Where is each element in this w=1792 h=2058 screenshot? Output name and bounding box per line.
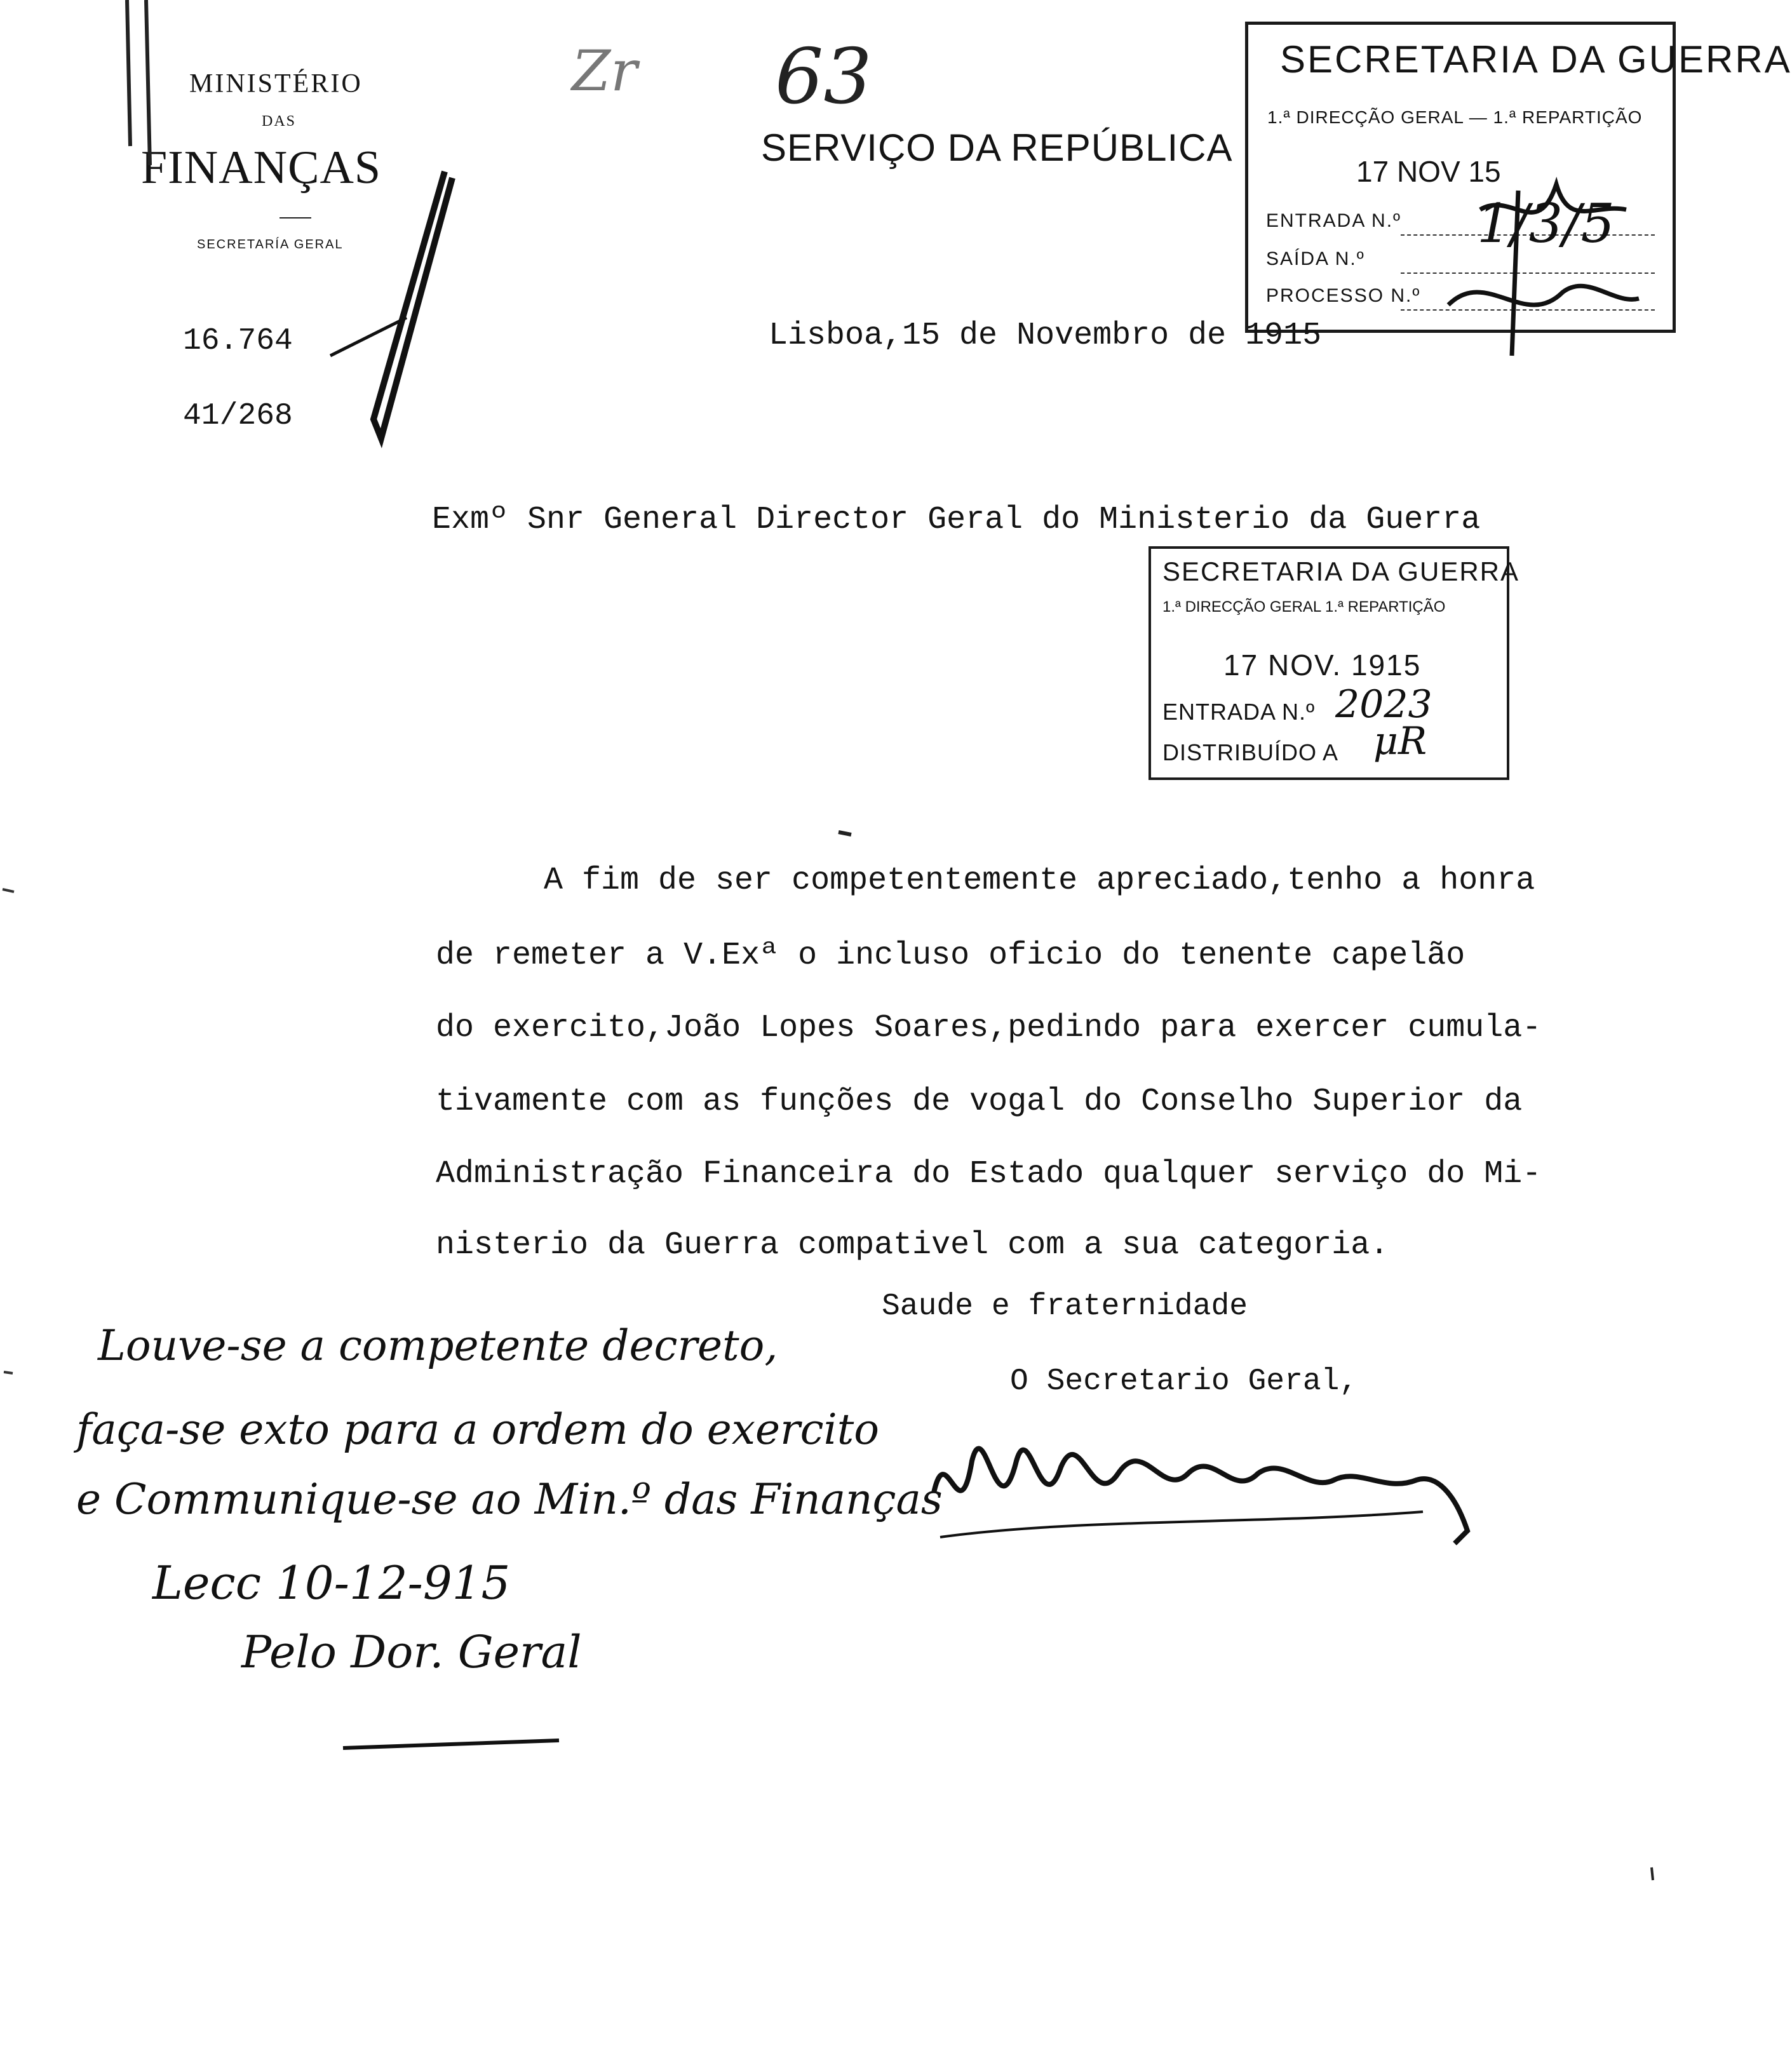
- stamp-saida-label: SAÍDA N.º: [1266, 248, 1365, 269]
- handwritten-note-line5: Pelo Dor. Geral: [241, 1626, 582, 1678]
- stamp-scribble: [1448, 184, 1639, 356]
- stamp-subtitle: 1.ª DIRECÇÃO GERAL — 1.ª REPARTIÇÃO: [1267, 107, 1643, 127]
- salutation: Exmº Snr General Director Geral do Ministerio da Guerra: [432, 502, 1481, 538]
- stamp-entrada-label: ENTRADA N.º: [1266, 210, 1401, 231]
- handwritten-number: 63: [775, 33, 872, 121]
- closing: Saude e fraternidade: [882, 1289, 1248, 1324]
- stamp-processo-label: PROCESSO N.º: [1266, 285, 1421, 306]
- handwritten-note-line4: Lecc 10-12-915: [152, 1556, 511, 1610]
- body-line-5: Administração Financeira do Estado qualquer serviço do Mi-: [436, 1156, 1542, 1192]
- handwritten-note-line2: faça-se exto para a ordem do exercito: [76, 1405, 879, 1454]
- body-line-6: nisterio da Guerra compativel com a sua categoria.: [436, 1227, 1389, 1263]
- stamp-title: SECRETARIA DA GUERRA: [1280, 38, 1792, 81]
- stamp-date: 17 NOV. 1915: [1223, 649, 1422, 682]
- service-title: SERVIÇO DA REPÚBLICA: [761, 126, 1233, 169]
- body-line-4: tivamente com as funções de vogal do Conselho Superior da: [436, 1084, 1523, 1120]
- stamp-date: 17 NOV 15: [1356, 155, 1501, 188]
- stamp-entrada-label: ENTRADA N.º: [1162, 699, 1316, 725]
- ministry-name-line1: MINISTÉRIO: [189, 69, 363, 98]
- signature-underline: [940, 1512, 1423, 1537]
- reference-number-1: 16.764: [183, 324, 293, 358]
- body-line-2: de remeter a V.Exª o incluso oficio do tenente capelão: [436, 938, 1465, 974]
- ministry-name-line3: FINANÇAS: [141, 142, 382, 194]
- handwritten-note-line3: e Communique-se ao Min.º das Finanças: [76, 1475, 943, 1524]
- stamp-entrada-value: 2023: [1335, 682, 1432, 727]
- scan-speck: [1652, 1867, 1653, 1880]
- handwritten-scribble: Zr: [572, 38, 638, 104]
- body-line-1: A fim de ser competentemente apreciado,tenho a honra: [544, 863, 1535, 899]
- stamp-distribuido-label: DISTRIBUÍDO A: [1162, 739, 1339, 765]
- reference-number-2: 41/268: [183, 399, 293, 433]
- ministry-name-line2: DAS: [262, 113, 297, 130]
- department-label: SECRETARÍA GERAL: [197, 238, 344, 252]
- body-line-3: do exercito,João Lopes Soares,pedindo para exercer cumula-: [436, 1010, 1542, 1046]
- pen-stroke: [374, 172, 452, 438]
- handwritten-note-line1: Louve-se a competente decreto,: [98, 1321, 778, 1370]
- stamp-distribuido-initials: μR: [1373, 719, 1427, 763]
- scan-speck: [839, 832, 851, 835]
- stamp-entrada-value: 1/3/5: [1477, 192, 1615, 255]
- scan-edge-mark: [127, 0, 150, 165]
- stamp-title: SECRETARIA DA GUERRA: [1162, 556, 1520, 586]
- margin-tick: [3, 889, 14, 1373]
- note-underline: [343, 1740, 559, 1748]
- signatory-title: O Secretario Geral,: [1010, 1364, 1358, 1399]
- stamp-subtitle: 1.ª DIRECÇÃO GERAL 1.ª REPARTIÇÃO: [1162, 598, 1446, 615]
- letter-date: Lisboa,15 de Novembro de 1915: [769, 318, 1322, 354]
